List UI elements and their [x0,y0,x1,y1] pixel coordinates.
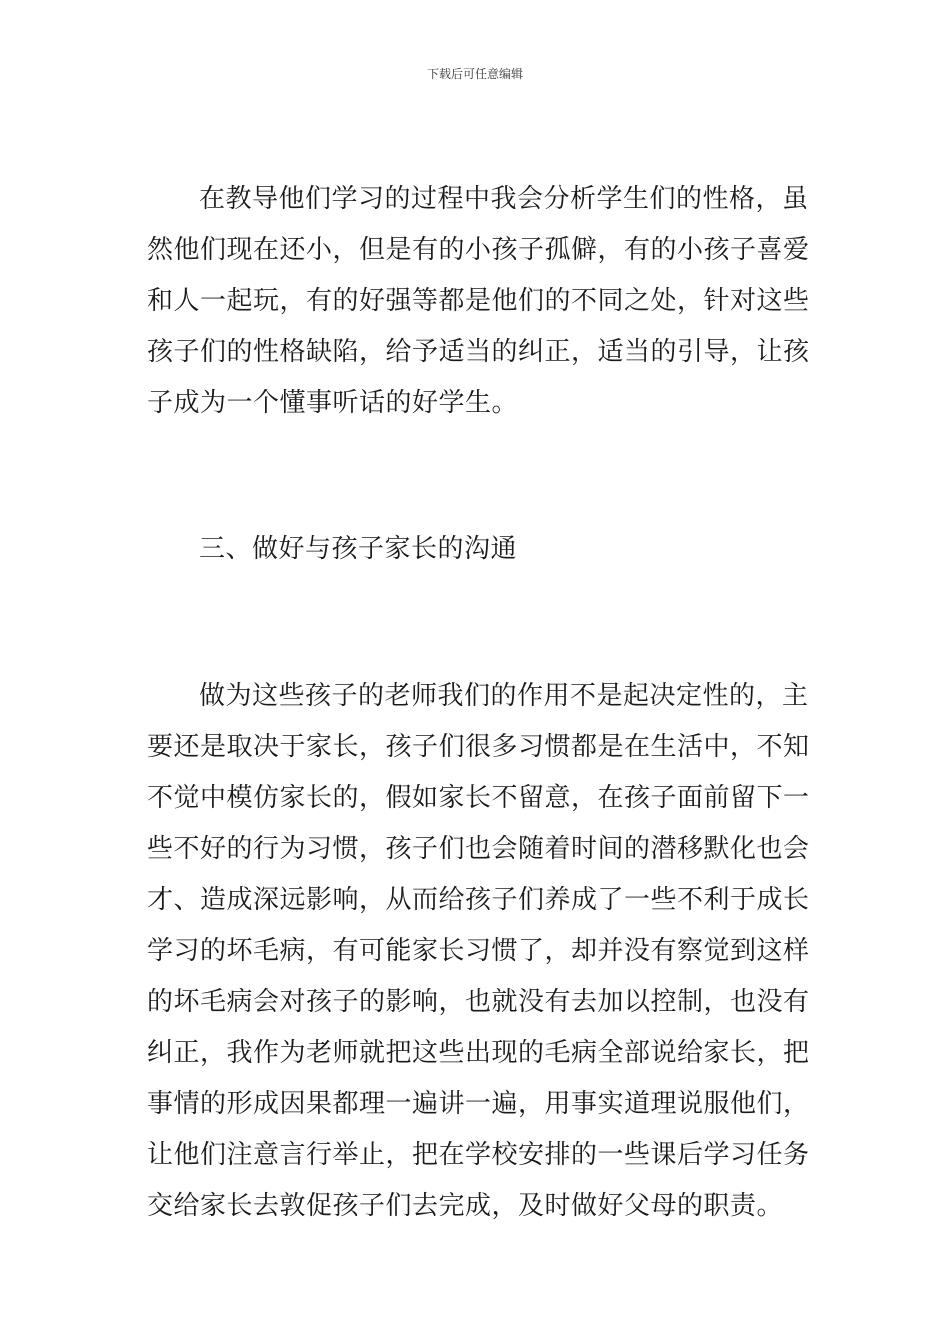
paragraph-line: 然他们现在还小，但是有的小孩子孤僻，有的小孩子喜爱 [147,235,810,265]
paragraph-line: 和人一起玩，有的好强等都是他们的不同之处，针对这些 [147,286,810,316]
paragraph-line: 不觉中模仿家长的，假如家长不留意，在孩子面前留下一 [147,783,810,813]
page-header: 下载后可任意编辑 [426,67,523,81]
paragraph-line: 交给家长去敦促孩子们去完成，及时做好父母的职责。 [147,1191,784,1221]
paragraph-parent-communication [147,671,810,1232]
section-heading: 三、做好与孩子家长的沟通 [199,534,518,564]
paragraph-line: 学习的坏毛病，有可能家长习惯了，却并没有察觉到这样 [147,936,810,966]
paragraph-line: 做为这些孩子的老师我们的作用不是起决定性的，主 [199,681,809,711]
paragraph-character-analysis [147,174,810,429]
paragraph-line: 的坏毛病会对孩子的影响，也就没有去加以控制，也没有 [147,987,810,1017]
paragraph-line: 孩子们的性格缺陷，给予适当的纠正，适当的引导，让孩 [147,337,810,367]
paragraph-line: 纠正，我作为老师就把这些出现的毛病全部说给家长，把 [147,1038,810,1068]
paragraph-line: 才、造成深远影响，从而给孩子们养成了一些不利于成长 [147,885,810,915]
paragraph-line: 子成为一个懂事听话的好学生。 [147,388,519,418]
paragraph-line: 事情的形成因果都理一遍讲一遍，用事实道理说服他们， [147,1089,810,1119]
paragraph-line: 些不好的行为习惯，孩子们也会随着时间的潜移默化也会 [147,834,810,864]
paragraph-line: 让他们注意言行举止，把在学校安排的一些课后学习任务 [147,1140,810,1170]
paragraph-line: 要还是取决于家长，孩子们很多习惯都是在生活中，不知 [147,732,810,762]
paragraph-line: 在教导他们学习的过程中我会分析学生们的性格，虽 [199,184,809,214]
